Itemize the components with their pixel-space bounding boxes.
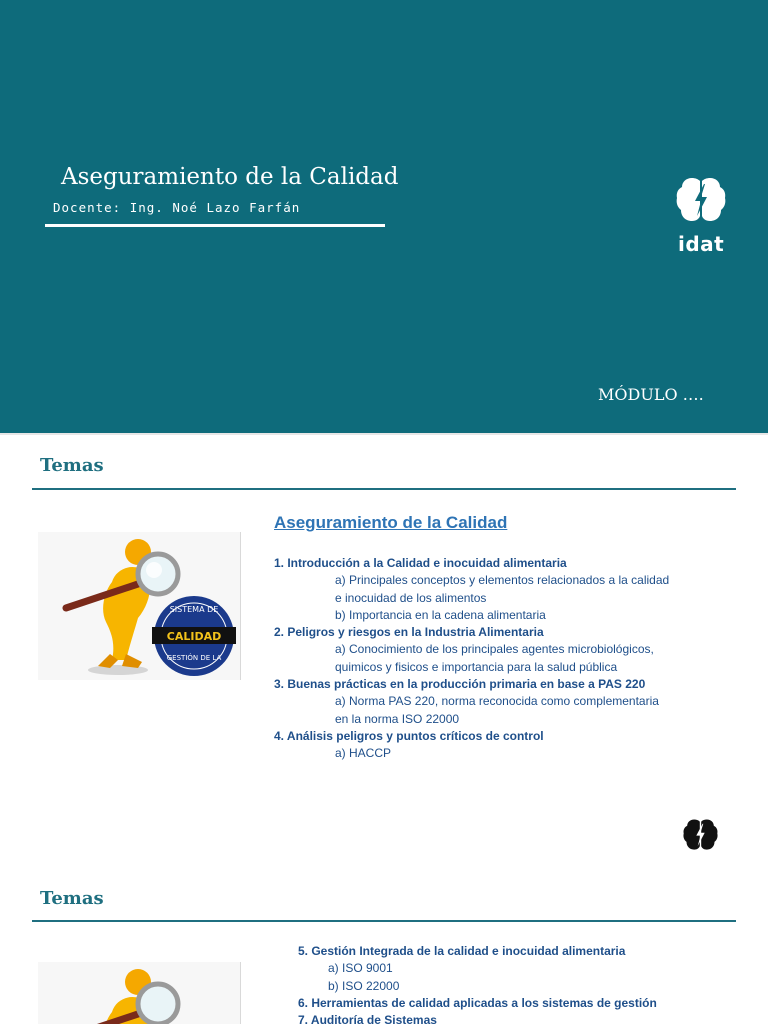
teacher-name: Docente: Ing. Noé Lazo Farfán xyxy=(53,200,301,215)
idat-brain-small-icon xyxy=(683,818,718,856)
title-slide xyxy=(0,0,768,433)
quality-illustration-2 xyxy=(38,962,241,1024)
section-heading-2: Temas xyxy=(40,888,104,909)
list-item: quimicos y fisicos e importancia para la salud pública xyxy=(335,659,618,674)
slide-separator xyxy=(0,433,768,435)
list-item: en la norma ISO 22000 xyxy=(335,711,460,726)
list-item: a) Norma PAS 220, norma reconocida como complementaria xyxy=(335,694,659,709)
list-item: a) ISO 9001 xyxy=(328,961,393,976)
list-item: 7. Auditoría de Sistemas xyxy=(298,1013,437,1028)
svg-text:SISTEMA DE: SISTEMA DE xyxy=(169,605,219,614)
content-title: Aseguramiento de la Calidad xyxy=(274,513,508,532)
topics-list xyxy=(274,555,669,763)
section-heading: Temas xyxy=(40,455,104,476)
list-item: e inocuidad de los alimentos xyxy=(335,590,487,605)
list-item: 4. Análisis peligros y puntos críticos de control xyxy=(274,728,544,743)
list-item: 5. Gestión Integrada de la calidad e inocuidad alimentaria xyxy=(298,944,626,958)
svg-text:CALIDAD: CALIDAD xyxy=(166,630,222,643)
list-item: b) Importancia en la cadena alimentaria xyxy=(335,607,546,622)
inspector-magnifier-icon xyxy=(38,962,240,1024)
list-item: 6. Herramientas de calidad aplicadas a los sistemas de gestión xyxy=(298,995,657,1010)
list-item: 3. Buenas prácticas en la producción primaria en base a PAS 220 xyxy=(274,677,646,692)
heading-rule-2 xyxy=(32,920,736,922)
idat-brain-logo-icon xyxy=(676,176,726,230)
module-label: MÓDULO …. xyxy=(598,385,704,404)
svg-text:GESTIÓN DE LA: GESTIÓN DE LA xyxy=(166,654,222,662)
list-item: a) HACCP xyxy=(335,746,392,761)
heading-rule xyxy=(32,488,736,490)
list-item: a) Principales conceptos y elementos relacionados a la calidad xyxy=(335,573,670,588)
list-item: a) Conocimiento de los principales agentes microbiológicos, xyxy=(335,642,654,657)
topics-list-2 xyxy=(298,943,657,1029)
quality-illustration xyxy=(38,532,241,680)
course-title: Aseguramiento de la Calidad xyxy=(61,164,399,190)
logo-wordmark: idat xyxy=(678,232,725,256)
list-item: 1. Introducción a la Calidad e inocuidad alimentaria xyxy=(274,556,567,570)
title-underline xyxy=(45,224,385,227)
list-item: 2. Peligros y riesgos en la Industria Alimentaria xyxy=(274,625,544,640)
inspector-magnifier-icon xyxy=(38,532,240,680)
list-item: b) ISO 22000 xyxy=(328,978,400,993)
